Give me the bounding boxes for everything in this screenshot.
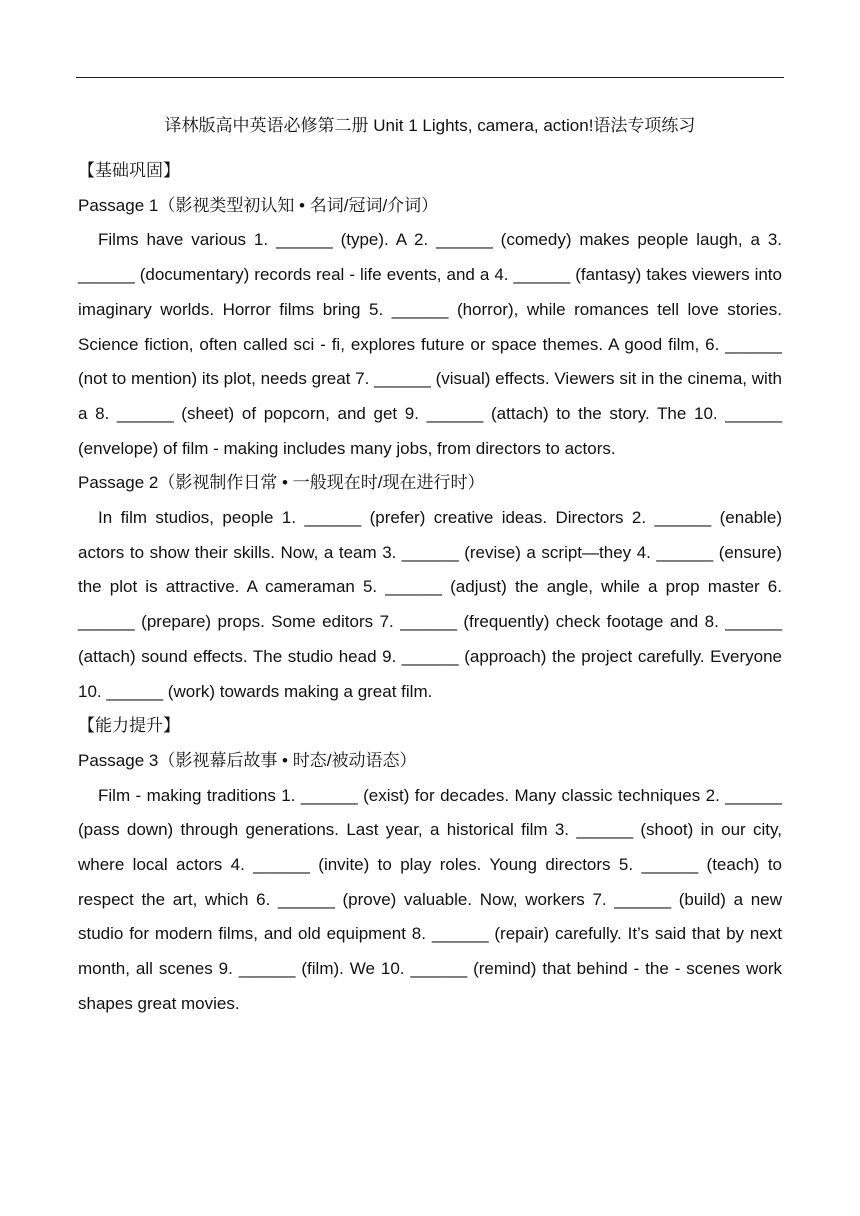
- passage-2-text: In film studios, people 1. ______ (prefer) creative ideas. Directors 2. ______ (enable) actors to show their skills. Now, a team 3. ______ (revise) a script—they 4. ______ (ensure) the plot is attractive. A cameraman 5. ______ (adjust) the angle, while a prop master 6. ______ (prepare) props. Some editors 7. ______ (frequently) check footage and 8. ______ (attach) sound effects. The studio head 9. ______ (approach) the project carefully. Everyone 10. ______ (work) towards making a great film.: [78, 508, 782, 701]
- passage-1-text: Films have various 1. ______ (type). A 2. ______ (comedy) makes people laugh, a 3. ______ (documentary) records real - life events, and a 4. ______ (fantasy) takes viewers into imaginary worlds. Horror films bring 5. ______ (horror), while romances tell love stories. Science fiction, often called sci - fi, explores future or space themes. A good film, 6. ______ (not to mention) its plot, needs great 7. ______ (visual) effects. Viewers sit in the cinema, with a 8. ______ (sheet) of popcorn, and get 9. ______ (attach) to the story. The 10. ______ (envelope) of film - making includes many jobs, from directors to actors.: [78, 230, 782, 458]
- document-title: 译林版高中英语必修第二册 Unit 1 Lights, camera, action!语法专项练习: [164, 116, 696, 135]
- passage-2-heading: Passage 2（影视制作日常 • 一般现在时/现在进行时）: [78, 473, 485, 493]
- document-body: [78, 154, 782, 1022]
- header-rule: [76, 77, 784, 78]
- section-heading-advanced: 【能力提升】: [78, 716, 180, 736]
- passage-3-heading: Passage 3（影视幕后故事 • 时态/被动语态）: [78, 750, 417, 770]
- passage-3-text: Film - making traditions 1. ______ (exist) for decades. Many classic techniques 2. ______ (pass down) through generations. Last year, a historical film 3. ______ (shoot) in our city, where local actors 4. ______ (invite) to play roles. Young directors 5. ______ (teach) to respect the art, which 6. ______ (prove) valuable. Now, workers 7. ______ (build) a new studio for modern films, and old equipment 8. ______ (repair) carefully. It’s said that by next month, all scenes 9. ______ (film). We 10. ______ (remind) that behind - the - scenes work shapes great movies.: [78, 785, 782, 1013]
- passage-1-heading: Passage 1（影视类型初认知 • 名词/冠词/介词）: [78, 195, 439, 215]
- section-heading-basic: 【基础巩固】: [78, 161, 180, 180]
